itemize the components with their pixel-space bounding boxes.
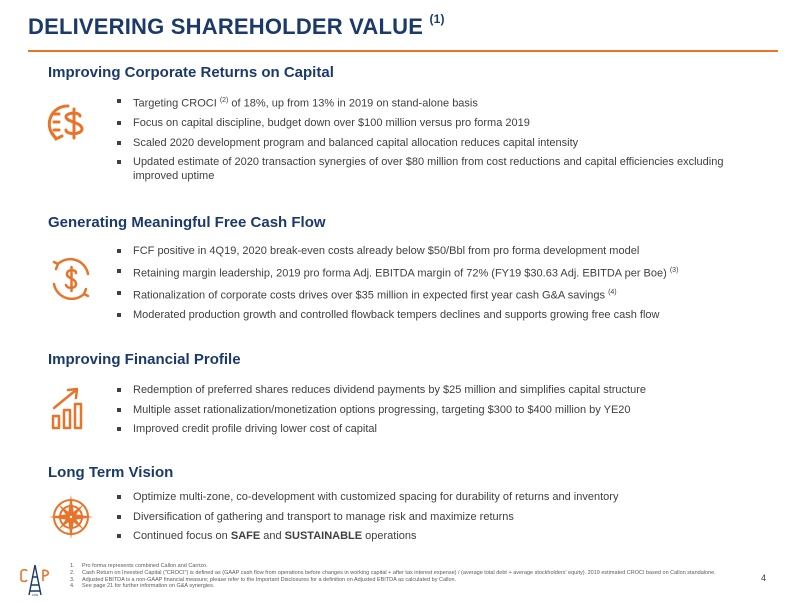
list-item: Optimize multi-zone, co-development with customized spacing for durability of returns and inventory xyxy=(116,490,746,504)
returns-bullet-list xyxy=(116,94,746,189)
footnote: 2. Cash Return on Invested Capital ("CROCI") is defined as (GAAP cash flow from operations before changes in working capital + after tax interest expense) / (average total debt + average stockholders' equity). 2019 estimated CROCI based on Callon standalone. xyxy=(70,569,716,576)
list-item: Improved credit profile driving lower cost of capital xyxy=(116,422,746,436)
section-heading-long-term-vision: Long Term Vision xyxy=(48,464,174,481)
section-heading-free-cash-flow: Generating Meaningful Free Cash Flow xyxy=(48,214,326,231)
list-item: FCF positive in 4Q19, 2020 break-even costs already below $50/Bbl from pro forma development model xyxy=(116,244,746,258)
long-term-vision-bullet-list xyxy=(116,490,746,549)
list-item: Focus on capital discipline, budget down over $100 million versus pro forma 2019 xyxy=(116,116,746,130)
logo-text: CPE xyxy=(31,593,39,597)
footnotes xyxy=(70,563,750,590)
free-cash-flow-bullet-list xyxy=(116,244,746,327)
list-item: Rationalization of corporate costs drives over $35 million in expected first year cash G&A savings $^{(4)}$ xyxy=(116,286,746,303)
footnote: 3. Adjusted EBITDA is a non-GAAP financial measure; please refer to the Important Disclosures for a definition on Adjusted EBITDA as calculated by Callon. xyxy=(70,576,457,583)
list-item: Moderated production growth and controlled flowback tempers declines and supports growing free cash flow xyxy=(116,308,746,322)
growth-chart-icon xyxy=(46,384,96,434)
page-number: 4 xyxy=(760,573,766,583)
dollar-cycle-icon xyxy=(46,254,96,304)
currency-exchange-icon xyxy=(46,100,96,150)
compass-icon xyxy=(46,492,96,542)
list-item: Multiple asset rationalization/monetization options progressing, targeting $300 to $400 million by YE20 xyxy=(116,403,746,417)
section-heading-financial-profile: Improving Financial Profile xyxy=(48,351,241,368)
list-item: Targeting CROCI $^{(2)}$ of 18%, up from 13% in 2019 on stand-alone basis xyxy=(116,94,746,111)
title-underline xyxy=(28,50,778,52)
list-item: Scaled 2020 development program and balanced capital allocation reduces capital intensity xyxy=(116,136,746,150)
list-item: Diversification of gathering and transport to manage risk and maximize returns xyxy=(116,510,746,524)
footnote: 1. Pro forma represents combined Callon and Carrizo. xyxy=(70,563,208,569)
list-item: Retaining margin leadership, 2019 pro forma Adj. EBITDA margin of 72% (FY19 $30.63 Adj. EBITDA per Boe) $^{(3)}$ xyxy=(116,264,746,281)
list-item: Continued focus on SAFE and SUSTAINABLE operations xyxy=(116,529,746,543)
company-logo xyxy=(20,563,50,597)
section-heading-returns: Improving Corporate Returns on Capital xyxy=(48,64,334,81)
page-title: DELIVERING SHAREHOLDER VALUE $^{(1)}$ xyxy=(28,11,445,39)
list-item: Updated estimate of 2020 transaction synergies of over $80 million from cost reductions and capital efficiencies excluding improved uptime xyxy=(116,155,746,183)
financial-profile-bullet-list xyxy=(116,383,746,442)
list-item: Redemption of preferred shares reduces dividend payments by $25 million and simplifies capital structure xyxy=(116,383,746,397)
footnote: 4. See page 21 for further information on G&A synergies. xyxy=(70,583,215,590)
